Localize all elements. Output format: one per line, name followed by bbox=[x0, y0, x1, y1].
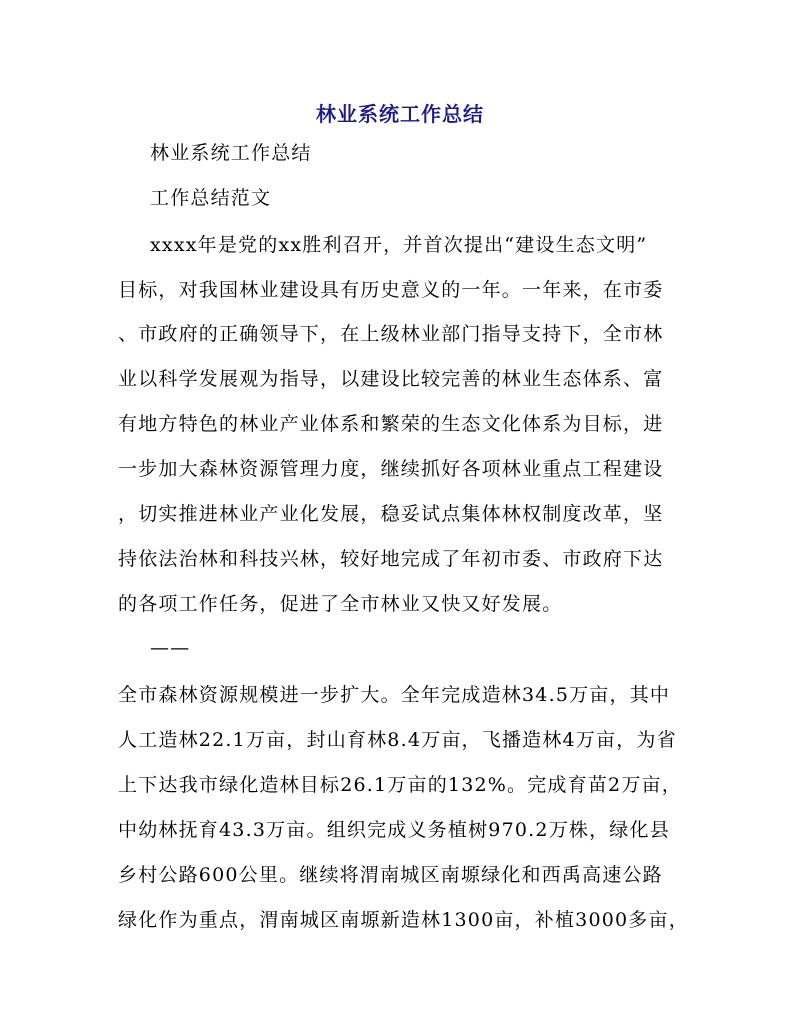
paragraph-line: 目标，对我国林业建设具有历史意义的一年。一年来，在市委 bbox=[118, 279, 664, 301]
paragraph-line: 人工造林22.1万亩，封山育林8.4万亩，飞播造林4万亩，为省 bbox=[118, 729, 677, 751]
separator-dash: —— bbox=[150, 637, 191, 659]
paragraph-line: 的各项工作任务，促进了全市林业又快又好发展。 bbox=[118, 593, 563, 615]
paragraph-line: 一步加大森林资源管理力度，继续抓好各项林业重点工程建设 bbox=[118, 458, 664, 480]
paragraph-line: 全市森林资源规模进一步扩大。全年完成造林34.5万亩，其中 bbox=[118, 684, 671, 706]
paragraph-line: 中幼林抚育43.3万亩。组织完成义务植树970.2万株，绿化县 bbox=[118, 819, 670, 841]
paragraph-line: 绿化作为重点，渭南城区南塬新造林1300亩，补植3000多亩， bbox=[118, 909, 689, 931]
paragraph-line: 有地方特色的林业产业体系和繁荣的生态文化体系为目标，进 bbox=[118, 413, 664, 435]
paragraph-line: 业以科学发展观为指导，以建设比较完善的林业生态体系、富 bbox=[118, 368, 664, 390]
paragraph-line: ，切实推进林业产业化发展，稳妥试点集体林权制度改革，坚 bbox=[118, 503, 664, 525]
paragraph-line: 、市政府的正确领导下，在上级林业部门指导支持下，全市林 bbox=[118, 323, 664, 345]
subtitle-line: 林业系统工作总结 bbox=[150, 142, 312, 164]
paragraph-line: 乡村公路600公里。继续将渭南城区南塬绿化和西禹高速公路 bbox=[118, 864, 663, 886]
paragraph-line: xxxx年是党的xx胜利召开，并首次提出“建设生态文明” bbox=[150, 234, 648, 256]
subtitle-line: 工作总结范文 bbox=[150, 187, 272, 209]
document-title: 林业系统工作总结 bbox=[316, 102, 484, 126]
paragraph-line: 持依法治林和科技兴林，较好地完成了年初市委、市政府下达 bbox=[118, 548, 664, 570]
paragraph-line: 上下达我市绿化造林目标26.1万亩的132%。完成育苗2万亩， bbox=[118, 774, 682, 796]
